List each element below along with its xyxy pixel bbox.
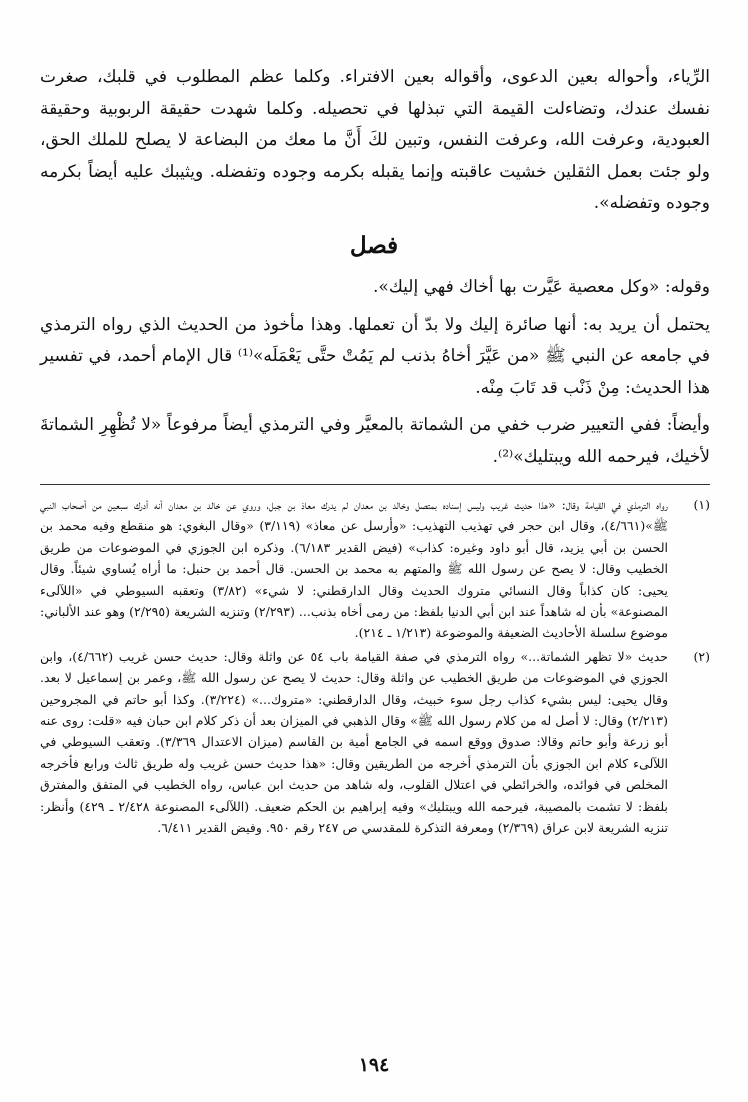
footnote-2 bbox=[40, 646, 710, 839]
footnotes bbox=[40, 494, 710, 841]
paragraph-1: الرِّياء، وأحواله بعين الدعوى، وأقواله بعين الافتراء. وكلما عظم المطلوب في قلبك، صغرت نفسك عندك، وتضاءلت القيمة التي تبذلها في تحصيله. وكلما شهدت حقيقة الربوبية وحقيقة العبودية، وعرفت الله، وعرفت النفس، وتبين لكَ أَنَّ ما معك من البضاعة لا يصلح للملك الحق، ولو جئت بعمل الثقلين خشيت عاقبته وإنما يقبله بكرمه وجوده وتفضله. ويثيبك عليه أيضاً بكرمه وجوده وتفضله». bbox=[40, 67, 710, 213]
page-number: ١٩٤ bbox=[358, 1054, 390, 1076]
footnote-number: (٢) bbox=[693, 648, 710, 664]
section-title: فصل bbox=[349, 232, 399, 259]
main-text-bottom bbox=[40, 272, 710, 473]
footnote-divider bbox=[40, 484, 710, 485]
paragraph-3: وأيضاً: ففي التعيير ضرب خفي من الشماتة بالمعيَّر وفي الترمذي أيضاً مرفوعاً «لا تُظْهِرِ الشماتةَ لأخيك، فيرحمه الله ويبتليك»⁽²⁾. bbox=[40, 415, 710, 467]
main-text-top bbox=[40, 62, 710, 220]
paragraph-2: يحتمل أن يريد به: أنها صائرة إليك ولا بدّ أن تعملها. وهذا مأخوذ من الحديث الذي رواه الترمذي في جامعه عن النبي ﷺ «من عَيَّرَ أخاهُ بذنب لم يَمُتْ حتَّى يَعْمَلَه»⁽¹⁾ قال الإمام أحمد، في تفسير هذا الحديث: مِنْ ذَنْب قد تَابَ مِنْه. bbox=[40, 314, 710, 398]
footnote-text: حديث «لا تظهر الشماتة...» رواه الترمذي في صفة القيامة باب ٥٤ عن واثلة وقال: حديث حسن غريب (٤/٦٦٢)، وابن الجوزي في الموضوعات من طريق الخطيب عن واثلة وقال: حديث لا يصح عن رسول الله ﷺ، وعمر بن إسماعيل لا بعد. وقال يحيى: ليس بشيء كذاب رجل سوء خبيث، وقال الدارقطني: «متروك...» (٣/٢٢٤). وكذا أبو حاتم في المجروحين (٢/٢١٣) وقال: لا أصل له من كلام رسول الله ﷺ» وقال الذهبي في الميزان بعد أن ذكر كلام ابن حبان فيه «قلت: روى عنه أبو زرعة وأبو حاتم وقالا: صدوق ووقع اسمه في الجامع أمية بن القاسم (ميزان الاعتدال ٣/٣٦٩). وتعقب السيوطي في اللآلىء كلام ابن الجوزي بأن الترمذي أخرجه من الطريقين وقال: «هذا حديث حسن غريب وله طريق ثالث ورابع فأخرجه المخلص في فوائده، والخرائطي في اعتلال القلوب، وله شاهد من حديث ابن عباس، رواه الخطيب في المتفق والمفترق بلفظ: لا تشمت بالمصيبة، فيرحمه الله ويبتليك» وفيه إبراهيم بن الحكم ضعيف. (اللآلىء المصنوعة ٢/٤٢٨ ـ ٤٢٩) وأنظر: تنزيه الشريعة لابن عراق (٢/٣٦٩) ومعرفة التذكرة للمقدسي ص ٢٤٧ رقم ٩٥٠. وفيض القدير ٦/٤١١. bbox=[40, 648, 669, 836]
footnote-1 bbox=[40, 494, 710, 644]
footnote-number: (١) bbox=[693, 497, 710, 512]
quote-line: وقوله: «وكل معصية عَيَّرت بها أخاك فهي إليك». bbox=[373, 277, 710, 297]
footnote-text: رواه الترمذي في القيامة وقال: «هذا حديث غريب وليس إسناده بمتصل وخالد بن معدان لم يدرك معاذ بن جبل، وروي عن خالد بن معدان أنه أدرك سبعين من أصحاب النبي ﷺ»(٤/٦٦١)، وقال ابن حجر في تهذيب التهذيب: «وأرسل عن معاذ» (٣/١١٩) «وقال البغوي: هو منقطع وفيه محمد بن الحسن بن أبي يزيد، قال أبو داود وغيره: كذاب» (فيض القدير ٦/١٨٣). وذكره ابن الجوزي في الموضوعات من طريق الخطيب وقال: لا يصح عن رسول الله ﷺ والمتهم به محمد بن الحسن. قال أحمد بن حنبل: ما أراه يُساوي شيئاً. وقال يحيى: كان كذاباً وقال النسائي متروك الحديث وقال الدارقطني: لا شيء» (٣/٨٢) وتعقبه السيوطي في «اللآلىء المصنوعة» بأن له شاهداً عند ابن أبي الدنيا بلفظ: من رمى أخاه بذنب... (٢/٢٩٣) وتنزيه الشريعة (٢/٢٩٥) وهو عند الألباني: موضوع سلسلة الأحاديث الضعيفة والموضوعة (١/٢١٣ ـ ٢١٤). bbox=[40, 497, 668, 641]
